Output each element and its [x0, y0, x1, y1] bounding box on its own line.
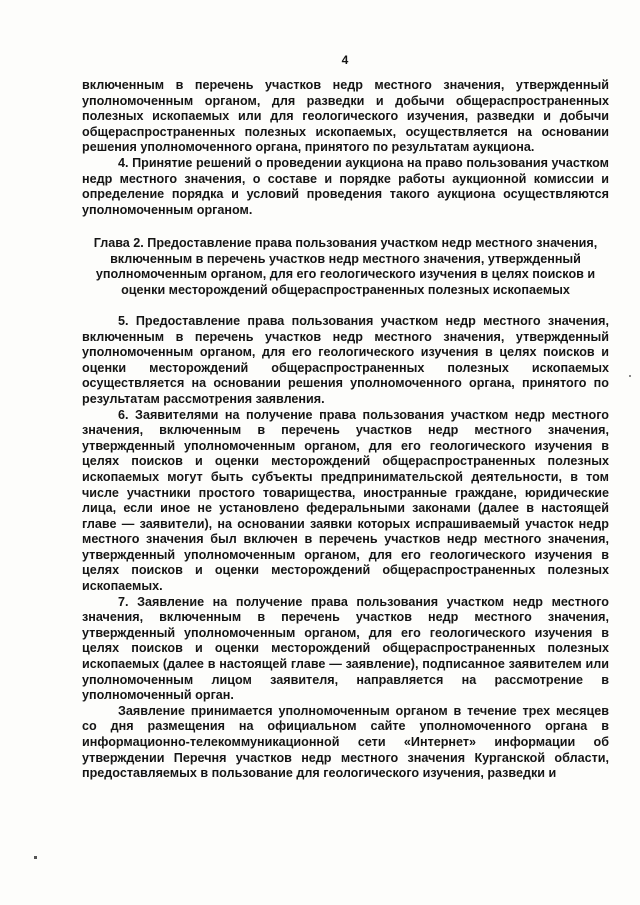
document-body [82, 78, 609, 782]
scan-artifact-mark [34, 856, 37, 859]
paragraph-4: 4. Принятие решений о проведении аукциона на право пользования участком недр местного значения, о составе и порядке работы аукционной комиссии и определение порядка и условий проведения такого аукциона осуществляются уполномоченным органом. [82, 155, 609, 217]
chapter-heading: Глава 2. Предоставление права пользования участком недр местного значения, включенным в перечень участков недр местного значения, утвержденный уполномоченным органом, для его геологического изучения в целях поисков и оценки месторождений общераспространенных полезных ископаемых [93, 236, 598, 297]
scan-artifact-dot [629, 375, 631, 377]
paragraph-5: 5. Предоставление права пользования участком недр местного значения, включенным в перечень участков недр местного значения, утвержденный уполномоченным органом, для его геологического изучения в целях поисков и оценки месторождений общераспространенных полезных ископаемых осуществляется на основании решения уполномоченного органа, принятого по результатам рассмотрения заявления. [82, 313, 609, 406]
paragraph-7-continued: Заявление принимается уполномоченным органом в течение трех месяцев со дня размещения на официальном сайте уполномоченного органа в информационно-телекоммуникационной сети «Интернет» информации об утверждении Перечня участков недр местного значения Курганской области, предоставляемых в пользование для геологического изучения, разведки и [82, 703, 609, 781]
page-number: 4 [341, 53, 349, 67]
paragraph-7: 7. Заявление на получение права пользования участком недр местного значения, включенным в перечень участков недр местного значения, утвержденный уполномоченным органом, для его геологического изучения в целях поисков и оценки месторождений общераспространенных полезных ископаемых (далее в настоящей главе — заявление), подписанное заявителем или уполномоченным лицом заявителя, направляется на рассмотрение в уполномоченный орган. [82, 594, 609, 703]
paragraph-continuation: включенным в перечень участков недр местного значения, утвержденный уполномоченным органом, для разведки и добычи общераспространенных полезных ископаемых или для геологического изучения, разведки и добычи общераспространенных полезных ископаемых, осуществляется на основании решения уполномоченного органа, принятого по результатам аукциона. [82, 78, 609, 155]
paragraph-6: 6. Заявителями на получение права пользования участком недр местного значения, включенным в перечень участков недр местного значения, утвержденный уполномоченным органом, для его геологического изучения в целях поисков и оценки месторождений общераспространенных полезных ископаемых могут быть субъекты предпринимательской деятельности, в том числе участники простого товарищества, иностранные граждане, юридические лица, если иное не установлено федеральными законами (далее в настоящей главе — заявители), на основании заявки которых испрашиваемый участок недр местного значения был включен в перечень участков недр местного значения, утвержденный уполномоченным органом, для его геологического изучения в целях поисков и оценки месторождений общераспространенных полезных ископаемых. [82, 407, 609, 594]
